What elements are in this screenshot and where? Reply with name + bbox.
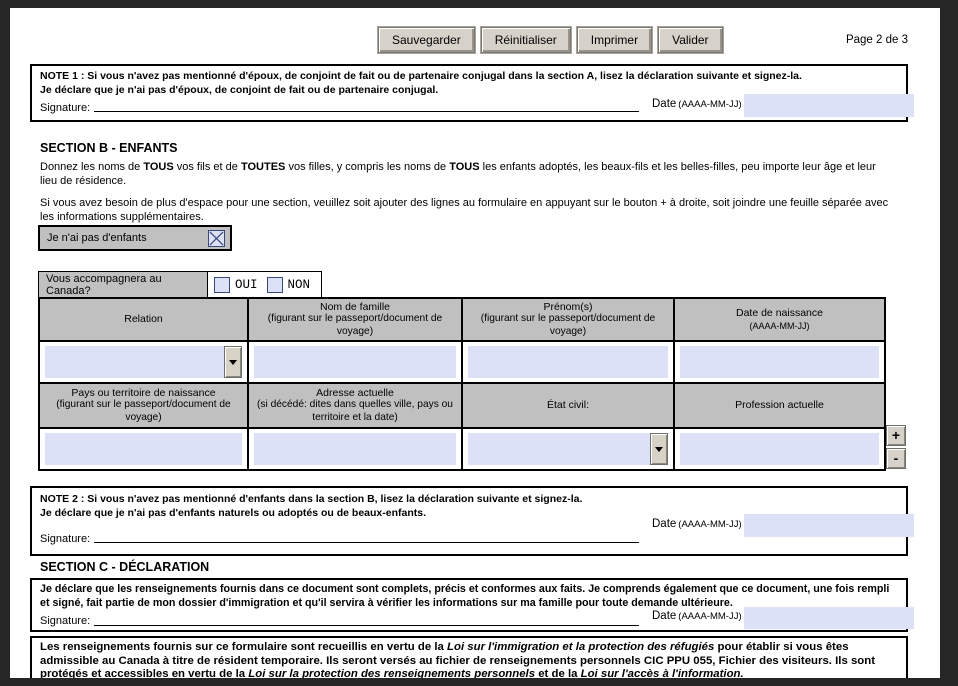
add-row-button[interactable]: + — [886, 425, 906, 446]
accompany-question: Vous accompagnera au Canada? — [39, 272, 208, 297]
date-word: Date — [652, 518, 677, 530]
adresse-actuelle-input[interactable] — [254, 433, 456, 465]
pays-naissance-input[interactable] — [45, 433, 242, 465]
header-subtitle: (figurant sur le passeport/document de voyage) — [267, 313, 443, 337]
page-indicator: Page 2 de 3 — [845, 34, 908, 46]
note2-signature-line — [94, 542, 639, 543]
validate-button[interactable]: Valider — [658, 27, 722, 53]
nom-de-famille-input[interactable] — [254, 346, 456, 378]
dropdown-arrow-button[interactable] — [650, 433, 668, 465]
header-subtitle: (figurant sur le passeport/document de voyage) — [56, 399, 231, 423]
para1-seg: vos fils et de — [173, 161, 241, 173]
children-table — [38, 297, 886, 471]
date-naissance-input[interactable] — [680, 346, 879, 378]
header-date-naissance — [674, 298, 885, 341]
remove-row-button[interactable]: - — [886, 448, 906, 469]
header-subtitle: (si décédé: dites dans quelles ville, pays ou territoire et la date) — [257, 399, 453, 423]
note1-date-label — [652, 98, 742, 110]
para1-seg: vos filles, y compris les noms de — [285, 161, 450, 173]
etat-civil-select[interactable] — [468, 433, 668, 465]
accompany-box — [38, 271, 322, 298]
para1-seg: Donnez les noms de — [40, 161, 144, 173]
cell-adresse-actuelle — [248, 428, 462, 470]
no-children-checkbox[interactable] — [208, 230, 225, 247]
privacy-text — [40, 641, 898, 678]
relation-select[interactable] — [45, 346, 242, 378]
row-buttons — [886, 425, 906, 469]
para1-bold: TOUTES — [240, 161, 286, 173]
header-title: Date de naissance — [736, 307, 823, 319]
oui-checkbox[interactable] — [214, 277, 230, 293]
header-title: Adresse actuelle — [316, 386, 394, 399]
privacy-seg: pour établir si vous êtes admissible au Canada à titre de résident temporaire. Ils seront versés au fichier de renseignements personnels CIC PPU 055, Fichier des visiteurs. Ils sont protégés et accessibles en vertu de la — [40, 641, 875, 678]
non-checkbox[interactable] — [267, 277, 283, 293]
note1-signature-line — [94, 111, 639, 112]
note1-box — [30, 64, 908, 122]
para1-seg: les enfants adoptés, les beaux-fils et les belles-filles, peu importe leur âge et leur lieu de résidence. — [40, 161, 876, 187]
section-b-title: SECTION B - ENFANTS — [40, 141, 178, 155]
declaration-box — [30, 578, 908, 632]
note1-date-input[interactable] — [744, 94, 914, 117]
para1-bold: TOUS — [143, 161, 174, 173]
note1-signature-label: Signature: — [40, 102, 91, 114]
header-subtitle: (figurant sur le passeport/document de voyage) — [480, 313, 656, 337]
para1-bold: TOUS — [449, 161, 480, 173]
accompany-options — [208, 272, 321, 297]
law-title-italic: Loi sur la protection des renseignements personnels — [248, 668, 536, 678]
cell-nom-de-famille — [248, 341, 462, 383]
note2-line2: Je déclare que je n'ai pas d'enfants naturels ou adoptés ou de beaux-enfants. — [40, 507, 427, 519]
note2-box — [30, 486, 908, 556]
declaration-signature-label: Signature: — [40, 615, 91, 627]
cell-etat-civil — [462, 428, 674, 470]
date-format: (AAAA-MM-JJ) — [678, 99, 742, 110]
section-b-paragraph-1 — [40, 161, 895, 188]
print-button[interactable]: Imprimer — [577, 27, 652, 53]
note2-date-input[interactable] — [744, 514, 914, 537]
date-word: Date — [652, 98, 677, 110]
header-title: Nom de famille — [319, 300, 391, 313]
note2-signature-label: Signature: — [40, 533, 91, 545]
declaration-signature-line — [94, 625, 639, 626]
reset-button[interactable]: Réinitialiser — [481, 27, 571, 53]
privacy-seg: Les renseignements fournis sur ce formulaire sont recueillis en vertu de la — [40, 641, 448, 653]
header-profession — [674, 383, 885, 428]
declaration-text: Je déclare que les renseignements fournis dans ce document sont complets, précis et conformes aux faits. Je comprends également que ce document, une fois rempli et signé, fait partie de mon dossier d'immigration et qu'il servira à vérifier les informations sur ma famille pour toute demande ultérieure. — [40, 583, 890, 609]
header-adresse-actuelle — [248, 383, 462, 428]
note2-date-label — [652, 518, 742, 530]
no-children-box — [38, 225, 232, 251]
cell-date-naissance — [674, 341, 885, 383]
header-nom-de-famille — [248, 298, 462, 341]
privacy-seg: et de la — [535, 668, 581, 678]
header-title: Profession actuelle — [735, 399, 824, 412]
declaration-date-label — [652, 610, 742, 622]
checkbox-x-icon — [209, 231, 224, 246]
date-format: (AAAA-MM-JJ) — [678, 519, 742, 530]
header-pays-naissance — [39, 383, 248, 428]
chevron-down-icon — [655, 447, 663, 452]
note2-line1: NOTE 2 : Si vous n'avez pas mentionné d'enfants dans la section B, lisez la déclaration suivante et signez-la. — [40, 493, 583, 505]
privacy-box — [30, 636, 908, 678]
declaration-date-input[interactable] — [744, 607, 914, 629]
non-label: NON — [287, 277, 311, 292]
no-children-label: Je n'ai pas d'enfants — [47, 232, 147, 244]
section-c-title: SECTION C - DÉCLARATION — [40, 560, 210, 574]
header-title: Pays ou territoire de naissance — [71, 386, 216, 399]
chevron-down-icon — [229, 360, 237, 365]
profession-input[interactable] — [680, 433, 879, 465]
form-page — [10, 8, 940, 678]
cell-pays-naissance — [39, 428, 248, 470]
header-title: Relation — [124, 313, 163, 326]
header-subtitle: (AAAA-MM-JJ) — [749, 320, 810, 331]
header-title: État civil: — [546, 399, 589, 412]
header-title: Prénom(s) — [543, 300, 593, 313]
cell-profession — [674, 428, 885, 470]
note1-line2: Je déclare que je n'ai pas d'époux, de conjoint de fait ou de partenaire conjugal. — [40, 84, 439, 96]
cell-prenoms — [462, 341, 674, 383]
law-title-italic: Loi sur l'accès à l'information. — [580, 668, 744, 678]
note1-line1: NOTE 1 : Si vous n'avez pas mentionné d'époux, de conjoint de fait ou de partenaire conjugal dans la section A, lisez la déclaration suivante et signez-la. — [40, 70, 802, 82]
section-b-paragraph-2: Si vous avez besoin de plus d'espace pour une section, veuillez soit ajouter des lignes au formulaire en appuyant sur le bouton + à droite, soit joindre une feuille séparée avec les informations supplémentaires. — [40, 197, 889, 223]
dropdown-arrow-button[interactable] — [224, 346, 242, 378]
law-title-italic: Loi sur l'immigration et la protection des réfugiés — [447, 641, 715, 653]
header-prenoms — [462, 298, 674, 341]
save-button[interactable]: Sauvegarder — [378, 27, 475, 53]
prenoms-input[interactable] — [468, 346, 668, 378]
oui-label: OUI — [235, 277, 258, 292]
header-etat-civil — [462, 383, 674, 428]
date-word: Date — [652, 610, 677, 622]
cell-relation — [39, 341, 248, 383]
date-format: (AAAA-MM-JJ) — [678, 611, 742, 622]
toolbar — [378, 27, 723, 53]
header-relation — [39, 298, 248, 341]
